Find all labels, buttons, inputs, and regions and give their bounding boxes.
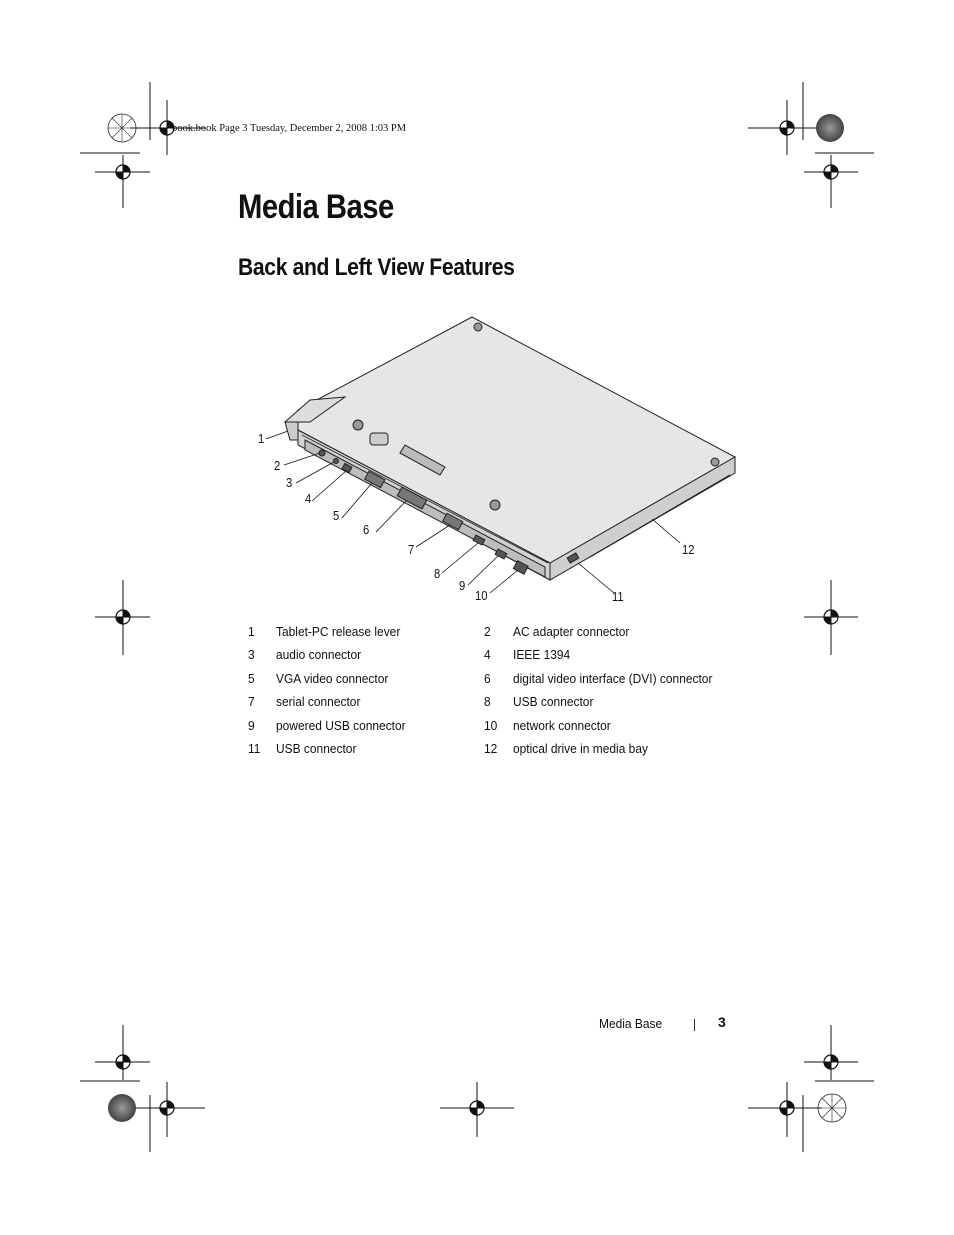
legend-number: 11 (248, 740, 261, 756)
legend-number: 2 (484, 624, 491, 639)
callout-7: 7 (408, 543, 415, 557)
chapter-title: Media Base (238, 188, 394, 226)
media-base-illustration (250, 305, 740, 605)
legend-number: 4 (484, 647, 491, 663)
legend-row (248, 624, 748, 647)
section-title: Back and Left View Features (238, 254, 515, 281)
legend-text: Tablet-PC release lever (276, 624, 401, 639)
legend-text: USB connector (276, 740, 357, 756)
legend-text: VGA video connector (276, 670, 389, 686)
printer-slug-line: book.book Page 3 Tuesday, December 2, 2008 1:03 PM (172, 123, 407, 134)
legend-number: 1 (248, 624, 255, 639)
callout-6: 6 (363, 523, 370, 537)
legend-number: 3 (248, 647, 255, 663)
legend-text: network connector (513, 717, 611, 733)
legend-text: IEEE 1394 (513, 647, 571, 663)
legend-row (248, 671, 748, 694)
legend-number: 9 (248, 717, 255, 733)
legend-table (248, 624, 748, 764)
legend-number: 8 (484, 694, 491, 710)
legend-text: digital video interface (DVI) connector (513, 670, 713, 686)
callout-12: 12 (682, 543, 695, 557)
legend-text: serial connector (276, 694, 361, 710)
legend-text: optical drive in media bay (513, 740, 648, 756)
footer-chapter-title: Media Base (599, 1016, 663, 1031)
legend-text: powered USB connector (276, 717, 406, 733)
callout-11: 11 (612, 590, 624, 604)
callout-2: 2 (274, 459, 281, 473)
callout-10: 10 (475, 589, 488, 603)
callout-5: 5 (333, 509, 340, 523)
footer-separator (694, 1019, 695, 1031)
callout-9: 9 (459, 579, 466, 593)
callout-1: 1 (258, 432, 265, 446)
callout-8: 8 (434, 567, 441, 581)
legend-row (248, 647, 748, 670)
legend-text: AC adapter connector (513, 624, 630, 639)
legend-number: 6 (484, 670, 491, 686)
legend-number: 7 (248, 694, 255, 710)
legend-text: audio connector (276, 647, 362, 663)
legend-number: 5 (248, 670, 255, 686)
legend-row (248, 718, 748, 741)
legend-row (248, 741, 748, 764)
legend-text: USB connector (513, 694, 594, 710)
legend-row (248, 694, 748, 717)
callout-4: 4 (305, 492, 312, 506)
page-number: 3 (718, 1014, 726, 1030)
legend-number: 10 (484, 717, 498, 733)
legend-number: 12 (484, 740, 498, 756)
media-base-drawing (250, 305, 740, 605)
callout-3: 3 (286, 476, 293, 490)
